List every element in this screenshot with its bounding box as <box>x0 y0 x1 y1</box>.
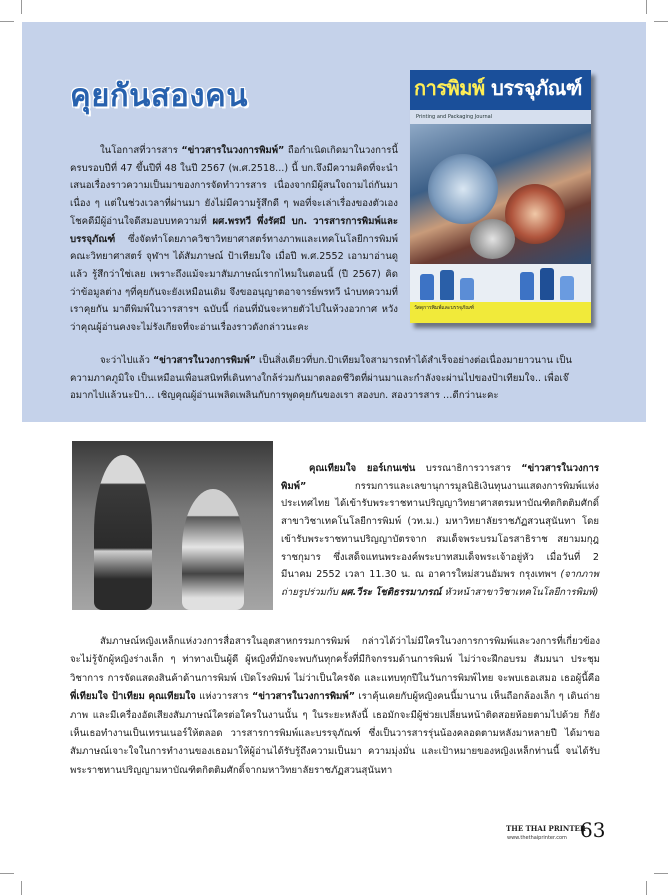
page-title: คุยกันสองคน <box>70 78 248 114</box>
article-body <box>70 633 600 780</box>
intro-text <box>70 142 398 337</box>
woman-figure <box>182 489 244 610</box>
crop-mark <box>0 873 14 874</box>
cover-masthead-part-2: บรรจุภัณฑ์ <box>491 76 582 100</box>
intro-continued <box>70 352 582 405</box>
cover-masthead-part-1: การพิมพ์ <box>414 76 485 100</box>
magazine-name: “ข่าวสารในวงการพิมพ์” <box>181 145 285 156</box>
body-paragraph <box>70 633 600 780</box>
author-name: ผศ.พรทวี พึ่งรัศมี บก. วารสารการพิมพ์และบรรจุภัณฑ์ <box>70 215 398 245</box>
magazine-cover-image <box>410 70 591 323</box>
crop-mark <box>654 21 668 22</box>
publication-name: THE THAI PRINTER <box>506 824 586 833</box>
bio-text-b: กรรมการและเลขานุการมูลนิธิเงินทุนงานแสดงการพิมพ์แห่งประเทศไทย ได้เข้ารับพระราชทานปริญญาวิทยาศาสตรมหาบัณฑิตกิตติมศักดิ์ สาขาวิชาเทคโนโลยีการพิมพ์ (วท.ม.) มหาวิทยาลัยราชภัฏสวนสุนันทา โดยเข้ารับพระราชทานปริญญาบัตรจาก สมเด็จพระบรมโอรสาธิราช สยามมกุฎราชกุมาร ซึ่งเสด็จแทนพระองค์พระบาทสมเด็จพระเจ้าอยู่หัว เมื่อวันที่ 2 มีนาคม 2552 เวลา 11.30 น. ณ อาคารใหม่สวนอัมพร กรุงเทพฯ <box>281 480 599 581</box>
bottle-shape <box>440 270 454 300</box>
continued-text-b: เป็นสิ่งเดียวที่บก.ป้าเทียมใจสามารถทำได้สำเร็จอย่างต่อเนื่องมายาวนาน เป็นความภาคภูมิใจ เป็นเหมือนเพื่อนสนิทที่เดินทางใกล้ร่วมกันมาตลอดชีวิตที่ผ่านมาและกำลังจะผ่านไปของป้าเทียมใจ.. เพื่อเจ๊อมากไปแล้วนะป้า… เชิญคุณผู้อ่านเพลิดเพลินกับการพูดคุยกันของเรา สองบก. สองวารสาร …ดีกว่านะคะ <box>70 355 572 402</box>
body-text-a: สัมภาษณ์หญิงเหล็กแห่งวงการสื่อสารในอุตสาหกรรมการพิมพ์ กล่าวได้ว่าไม่มีใครในวงการการพิมพ์และวงการที่เกี่ยวข้องจะไม่รู้จักผู้หญิงร่างเล็ก ๆ ท่าทางเป็นผู้ดี ผู้หญิงที่มักจะพบกันทุกครั้งที่มีกิจกรรมด้านการพิมพ์ ไม่ว่าจะฝึกอบรม สัมมนา ประชุมวิชาการ การจัดแสดงสินค้าด้านการพิมพ์ เปิดโรงพิมพ์ ไม่ว่าเป็นใครจัด และแทบทุกปีในวันการพิมพ์ไทย จะพบเธอเสมอ เธอผู้นี้คือ <box>70 636 600 684</box>
photo-caption-b: หัวหน้าสาขาวิชาเทคโนโลยีการพิมพ์) <box>441 586 599 598</box>
crop-mark <box>646 0 647 14</box>
bio-paragraph <box>281 460 599 602</box>
page-number: 63 <box>580 818 606 842</box>
roller-shape <box>428 154 498 224</box>
crop-mark <box>21 0 22 14</box>
crop-mark <box>646 881 647 895</box>
intro-text-b: ถือกำเนิดเกิดมาในวงการนี้ ครบรอบปีที่ 47 ขึ้นปีที่ 48 ในปี 2567 (พ.ศ.2518...) นี้ บก.จึงมีความคิดที่จะนำเสนอเรื่องราวความเป็นมาของการจัดทำวารสาร เนื่องจากมีผู้สนใจถามไถ่กันมาเนื่อง ๆ แต่ในช่วงเวลาที่ผ่านมา ยังไม่มีความรู้สึกดี ๆ พอที่จะเล่าเรื่องของตัวเอง โชคดีมีผู้อ่านใจดีสมอบบทความที่ <box>70 145 398 227</box>
publication-url: www.thethaiprinter.com <box>507 835 567 841</box>
body-text-c: เราคุ้นเคยกับผู้หญิงคนนี้มานาน เห็นถือกล้องเล็ก ๆ เดินถ่ายภาพ และมีเครื่องอัดเสียงสัมภาษณ์ใครต่อใครในงานนั้น ๆ ในระยะหลังนี้ เธอมักจะมีผู้ช่วยเปลี่ยนหน้าติดสอยห้อยตามไปด้วย ก็ยังเห็นเธอทำงานเป็นเทรนเนอร์ให้ตลอด วารสารการพิมพ์และบรรจุภัณฑ์ ซึ่งเป็นวารสารรุ่นน้องคลอดตามหลังมาหลายปี ได้มาขอสัมภาษณ์เจาะใจในการทำงานของเธอมาให้ผู้อ่านได้รับรู้ถึงความเป็นมา ความมุ่งมั่น และเป้าหมายของหญิงเหล็กท่านนี้ จนได้รับพระราชทานปริญญามหาบัณฑิตกิตติมศักดิ์จากมหาวิทยาลัยราชภัฏสวนสุนันทา <box>70 691 600 776</box>
bio-text-a: บรรณาธิการวารสาร <box>415 463 522 474</box>
continued-text-a: จะว่าไปแล้ว <box>100 355 153 366</box>
roller-shape <box>470 219 515 259</box>
cover-masthead <box>414 72 582 104</box>
cover-footer-strip: วัสดุการพิมพ์และบรรจุภัณฑ์ <box>410 302 591 323</box>
magazine-name: “ข่าวสารในวงการพิมพ์” <box>281 463 599 492</box>
intro-text-a: ในโอกาสที่วารสาร <box>100 145 182 156</box>
cover-photo <box>410 124 591 264</box>
bottle-shape <box>520 272 534 300</box>
photo-caption-a: (จากภาพ ถ่ายรูปร่วมกับ <box>281 569 599 598</box>
person-name: คุณเทียมใจ ยอร์เกนเซ่น <box>309 463 416 474</box>
intro-paragraph <box>70 142 398 337</box>
cover-strip: Printing and Packaging Journal <box>410 110 591 124</box>
caption-person-name: ผศ.วีระ โชติธรรมาภรณ์ <box>340 586 442 598</box>
bottle-shape <box>540 268 554 300</box>
bottle-shape <box>560 276 574 300</box>
bio-text <box>281 460 599 602</box>
magazine-name: “ข่าวสารในวงการพิมพ์” <box>152 355 256 366</box>
cover-bottles <box>410 264 591 302</box>
body-text-b: แห่งวารสาร <box>195 691 253 703</box>
intro-continued-paragraph <box>70 352 582 405</box>
cover-masthead-bar <box>410 70 591 110</box>
bottle-shape <box>460 278 474 300</box>
crop-mark <box>21 881 22 895</box>
man-figure <box>94 455 152 610</box>
intro-text-c: ซึ่งจัดทำโดยภาควิชาวิทยาศาสตร์ทางภาพและเทคโนโลยีการพิมพ์ คณะวิทยาศาสตร์ จุฬาฯ ได้สัมภาษณ์ ป้าเทียมใจ เมื่อปี พ.ศ.2552 เอามาอ่านดูแล้ว รู้สึกว่าใช่เลย เพราะถึงแม้จะมาสัมภาษณ์เรากไหมในตอนนี้ (ปี 2567) คิดว่าข้อมูลต่าง ๆที่คุยกันจะยังเหมือนเดิม จึงขออนุญาตอาจารย์พรทวี นำบทความที่เราคุยกัน มาตีพิมพ์ในวารสารฯ ฉบับนี้ ก่อนที่มันจะหายตัวไปในห้วงอวกาศ หวังว่าคุณผู้อ่านคงจะไม่รังเกียจที่จะอ่านเรื่องราวดังกล่าวนะคะ <box>70 233 398 334</box>
crop-mark <box>0 21 14 22</box>
magazine-name: “ข่าวสารในวงการพิมพ์” <box>252 691 356 703</box>
subject-name: พี่เทียมใจ ป้าเทียม คุณเทียมใจ <box>70 691 196 703</box>
graduation-photo <box>72 441 273 610</box>
bottle-shape <box>420 274 434 300</box>
crop-mark <box>654 873 668 874</box>
